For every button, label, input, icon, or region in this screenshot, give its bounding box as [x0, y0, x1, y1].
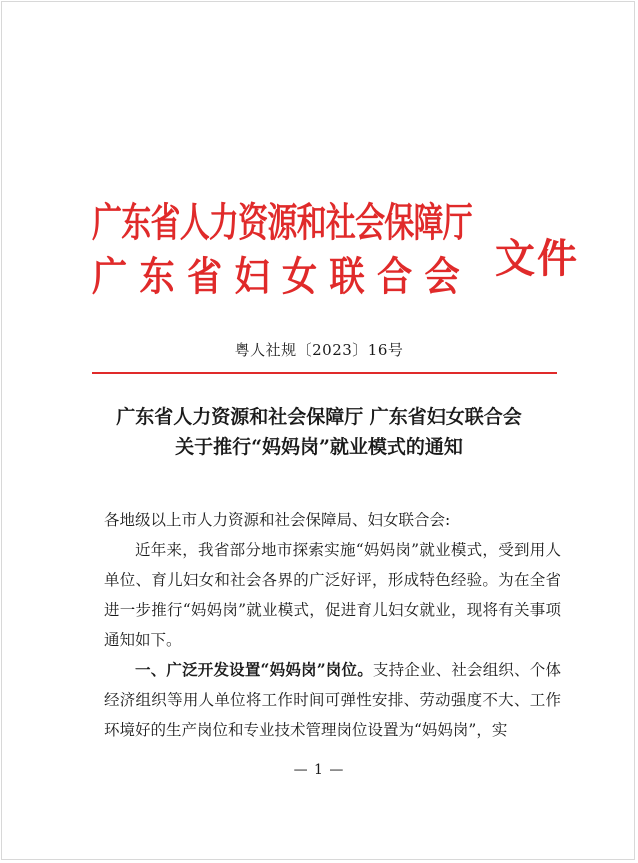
- title-line-2: 关于推行“妈妈岗”就业模式的通知: [175, 436, 463, 458]
- red-separator-line: [92, 372, 557, 374]
- section-1-text: 支持企业、社会组织、个体经济组织等用人单位将工作时间可弹性安排、劳动强度不大、工作环境好的生产岗位和专业技术管理岗位设置为“妈妈岗”，实: [104, 661, 561, 739]
- document-title: [0, 402, 638, 462]
- org-name-hrss: 广东省人力资源和社会保障厅: [92, 199, 472, 246]
- issuing-organizations: [92, 196, 492, 304]
- salutation: 各地级以上市人力资源和社会保障局、妇女联合会:: [104, 511, 451, 529]
- org-name-womens-federation: 广东省妇女联合会: [92, 253, 472, 300]
- page-number: — 1 —: [293, 762, 345, 778]
- document-type-label: 文件: [495, 235, 579, 282]
- document-number: 粤人社规〔2023〕16号: [234, 341, 404, 359]
- title-line-1: 广东省人力资源和社会保障厅 广东省妇女联合会: [116, 406, 522, 428]
- section-1-heading: 一、广泛开发设置“妈妈岗”岗位。: [135, 660, 373, 679]
- document-body: [104, 505, 561, 745]
- paragraph-section-1: [104, 655, 561, 745]
- paragraph-intro: 近年来，我省部分地市探索实施“妈妈岗”就业模式，受到用人单位、育儿妇女和社会各界的广泛好评，形成特色经验。为在全省进一步推行“妈妈岗”就业模式，促进育儿妇女就业，现将有关事项通知如下。: [104, 541, 561, 649]
